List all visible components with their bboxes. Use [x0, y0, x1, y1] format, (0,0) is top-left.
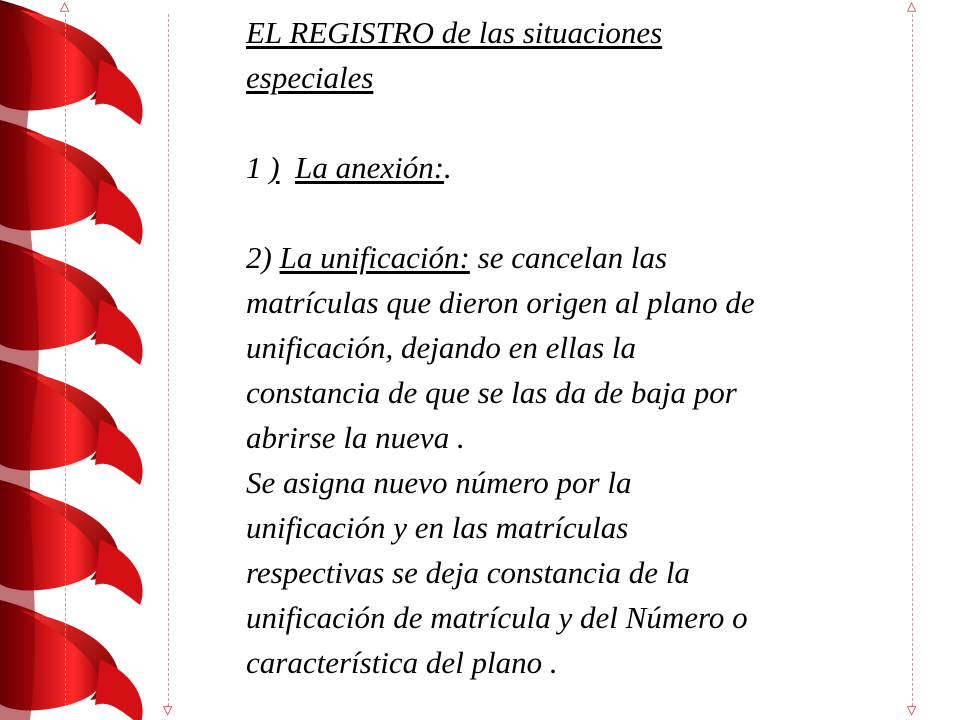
item-2-label: La unificación:	[279, 240, 470, 275]
item-2-cont-line-1: Se asigna nuevo número por la	[246, 465, 632, 500]
arrow-icon: ▽	[163, 703, 173, 717]
slide-body	[246, 10, 886, 685]
guide-line-right	[912, 14, 913, 706]
title-line-2	[246, 55, 886, 100]
guide-line-left	[65, 14, 66, 706]
item-2-line-2: matrículas que dieron origen al plano de	[246, 285, 755, 320]
item-1-tail: .	[444, 150, 452, 185]
title-line-1	[246, 10, 886, 55]
item-1-label: La anexión:	[295, 150, 445, 185]
item-2-line-4: constancia de que se las da de baja por	[246, 375, 737, 410]
item-2-line-3: unificación, dejando en ellas la	[246, 330, 637, 365]
item-1	[246, 145, 886, 190]
item-2-cont-line-2: unificación y en las matrículas	[246, 510, 629, 545]
item-2-cont-line-3: respectivas se deja constancia de la	[246, 555, 690, 590]
item-2-line-1	[246, 235, 886, 280]
guide-line-middle	[168, 14, 169, 706]
title-text-2: especiales	[246, 60, 374, 95]
arrow-icon: △	[60, 0, 70, 13]
item-2-cont-line-5: característica del plano .	[246, 645, 558, 680]
item-2-text: se cancelan las	[469, 240, 668, 275]
item-2-line-5: abrirse la nueva .	[246, 420, 465, 455]
arrow-icon: ▽	[907, 703, 917, 717]
red-ribbon-decoration	[0, 0, 160, 720]
item-1-number: 1	[246, 150, 270, 185]
title-text-1: EL REGISTRO de las situaciones	[246, 15, 663, 50]
arrow-icon: △	[907, 0, 917, 13]
item-1-paren: )	[269, 150, 280, 185]
item-2-number: 2)	[246, 240, 280, 275]
item-2-cont-line-4: unificación de matrícula y del Número o	[246, 600, 748, 635]
